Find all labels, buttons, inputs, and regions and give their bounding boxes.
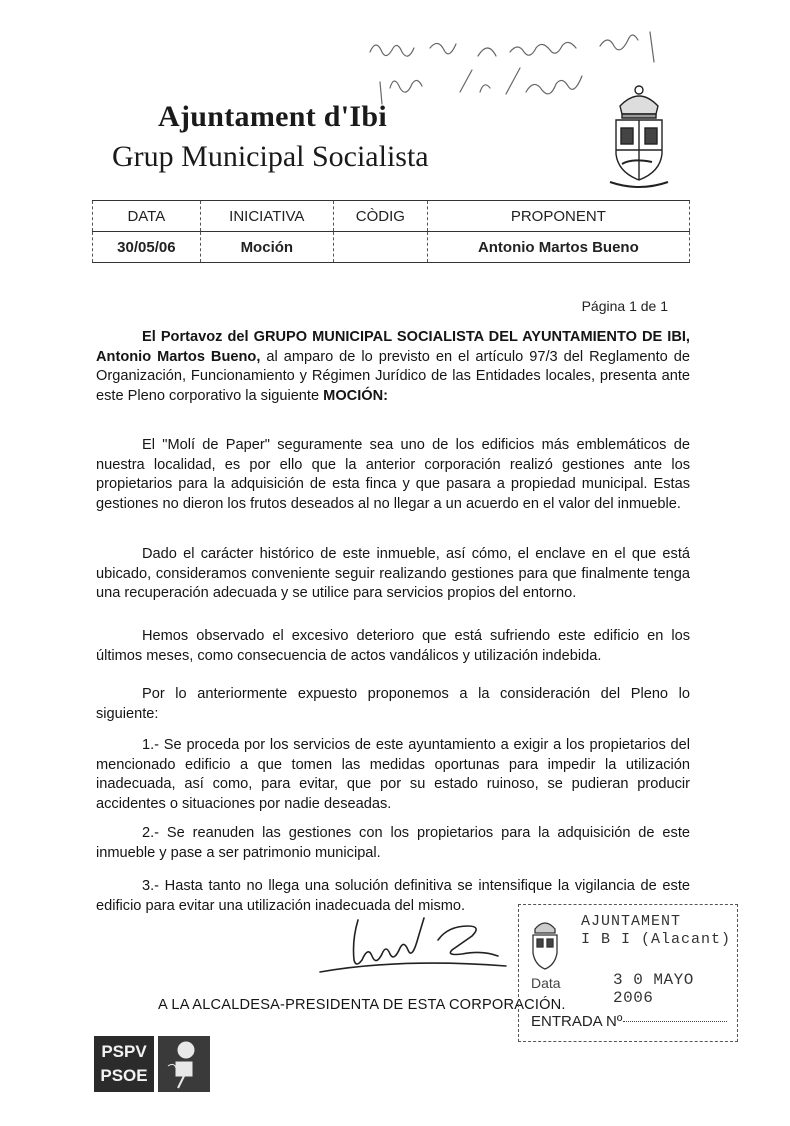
municipal-crest-icon bbox=[604, 80, 674, 190]
proposal-item-2-text: 2.- Se reanuden las gestiones con los propietarios para la adquisición de este inmueble y pase a ser patrimonio municipal. bbox=[96, 825, 690, 861]
intro-text: al amparo de lo previsto en el artículo 97/3 del Reglamento de Organización, Funcionamiento y Régimen Jurídico de las Entidades locales, presenta ante este Pleno corporativo la siguiente bbox=[96, 348, 690, 404]
header-proponent: PROPONENT bbox=[427, 201, 689, 232]
stamp-line-2: I B I (Alacant) bbox=[581, 931, 732, 948]
cell-proponent: Antonio Martos Bueno bbox=[427, 232, 689, 263]
signature bbox=[318, 910, 508, 980]
header-codig: CÒDIG bbox=[333, 201, 427, 232]
table-row bbox=[93, 232, 690, 263]
cell-data: 30/05/06 bbox=[93, 232, 201, 263]
paragraph-5-text: Por lo anteriormente expuesto proponemos a la consideración del Pleno lo siguiente: bbox=[96, 686, 690, 722]
header-data: DATA bbox=[93, 201, 201, 232]
logo-line-2: PSOE bbox=[100, 1066, 148, 1085]
proposal-item-2 bbox=[96, 824, 690, 863]
paragraph-4 bbox=[96, 627, 690, 666]
proposal-item-1 bbox=[96, 736, 690, 814]
pspv-psoe-logo bbox=[94, 1036, 154, 1092]
addressee-line: A LA ALCALDESA-PRESIDENTA DE ESTA CORPORACIÓN. bbox=[158, 997, 566, 1013]
registry-stamp bbox=[518, 904, 738, 1042]
page-number: Página 1 de 1 bbox=[581, 298, 668, 314]
paragraph-2 bbox=[96, 436, 690, 514]
paragraph-2-text: El "Molí de Paper" seguramente sea uno de los edificios más emblemáticos de nuestra localidad, es por ello que la anterior corporación realizó gestiones ante los propietarios para la adquisición de esta finca y que pasara a propiedad municipal. Estas gestiones no dieron los frutos deseados al no llegar a un acuerdo en el valor del inmueble. bbox=[96, 437, 690, 512]
cell-iniciativa: Moción bbox=[200, 232, 333, 263]
stamp-date: 3 0 MAYO 2006 bbox=[613, 971, 694, 1007]
initiative-meta-table bbox=[92, 200, 690, 263]
proposal-item-3-text: 3.- Hasta tanto no llega una solución definitiva se intensifique la vigilancia de este edificio para evitar una utilización inadecuada del mismo. bbox=[96, 878, 690, 914]
page-title: Ajuntament d'Ibi bbox=[158, 100, 388, 133]
proposal-item-1-text: 1.- Se proceda por los servicios de este ayuntamiento a exigir a los propietarios del mencionado edificio a que tomen las medidas oportunas para impedir la utilización inadecuada, así como, para evitar, que por su estado ruinoso, se pudieran producir accidentes o situaciones por nadie deseadas. bbox=[96, 737, 690, 812]
paragraph-4-text: Hemos observado el excesivo deterioro que está sufriendo este edificio en los últimos meses, como consecuencia de actos vandálicos y utilización indebida. bbox=[96, 628, 690, 664]
intro-bold-b: MOCIÓN: bbox=[323, 387, 389, 404]
intro-bold-a: El Portavoz del GRUPO MUNICIPAL SOCIALISTA DEL AYUNTAMIENTO DE IBI, Antonio Martos Bueno, bbox=[96, 329, 690, 365]
page-subtitle: Grup Municipal Socialista bbox=[112, 140, 429, 173]
paragraph-5 bbox=[96, 685, 690, 724]
stamp-entry-number-field bbox=[623, 1021, 727, 1022]
cell-codig bbox=[333, 232, 427, 263]
paragraph-intro bbox=[96, 328, 690, 406]
paragraph-3-text: Dado el carácter histórico de este inmueble, así cómo, el enclave en el que está ubicado, consideramos conveniente seguir realizando gestiones para que finalmente tenga una recuperación adecuada y se utilice para servicios propios del entorno. bbox=[96, 546, 690, 601]
fist-and-rose-logo-icon bbox=[158, 1036, 210, 1092]
stamp-crest-icon bbox=[527, 917, 563, 973]
stamp-data-label: Data bbox=[531, 975, 561, 991]
paragraph-3 bbox=[96, 545, 690, 604]
logo-line-1: PSPV bbox=[101, 1042, 147, 1061]
header-iniciativa: INICIATIVA bbox=[200, 201, 333, 232]
stamp-line-1: AJUNTAMENT bbox=[581, 913, 682, 930]
stamp-entrada-label: ENTRADA Nº bbox=[531, 1013, 623, 1030]
table-header-row bbox=[93, 201, 690, 232]
